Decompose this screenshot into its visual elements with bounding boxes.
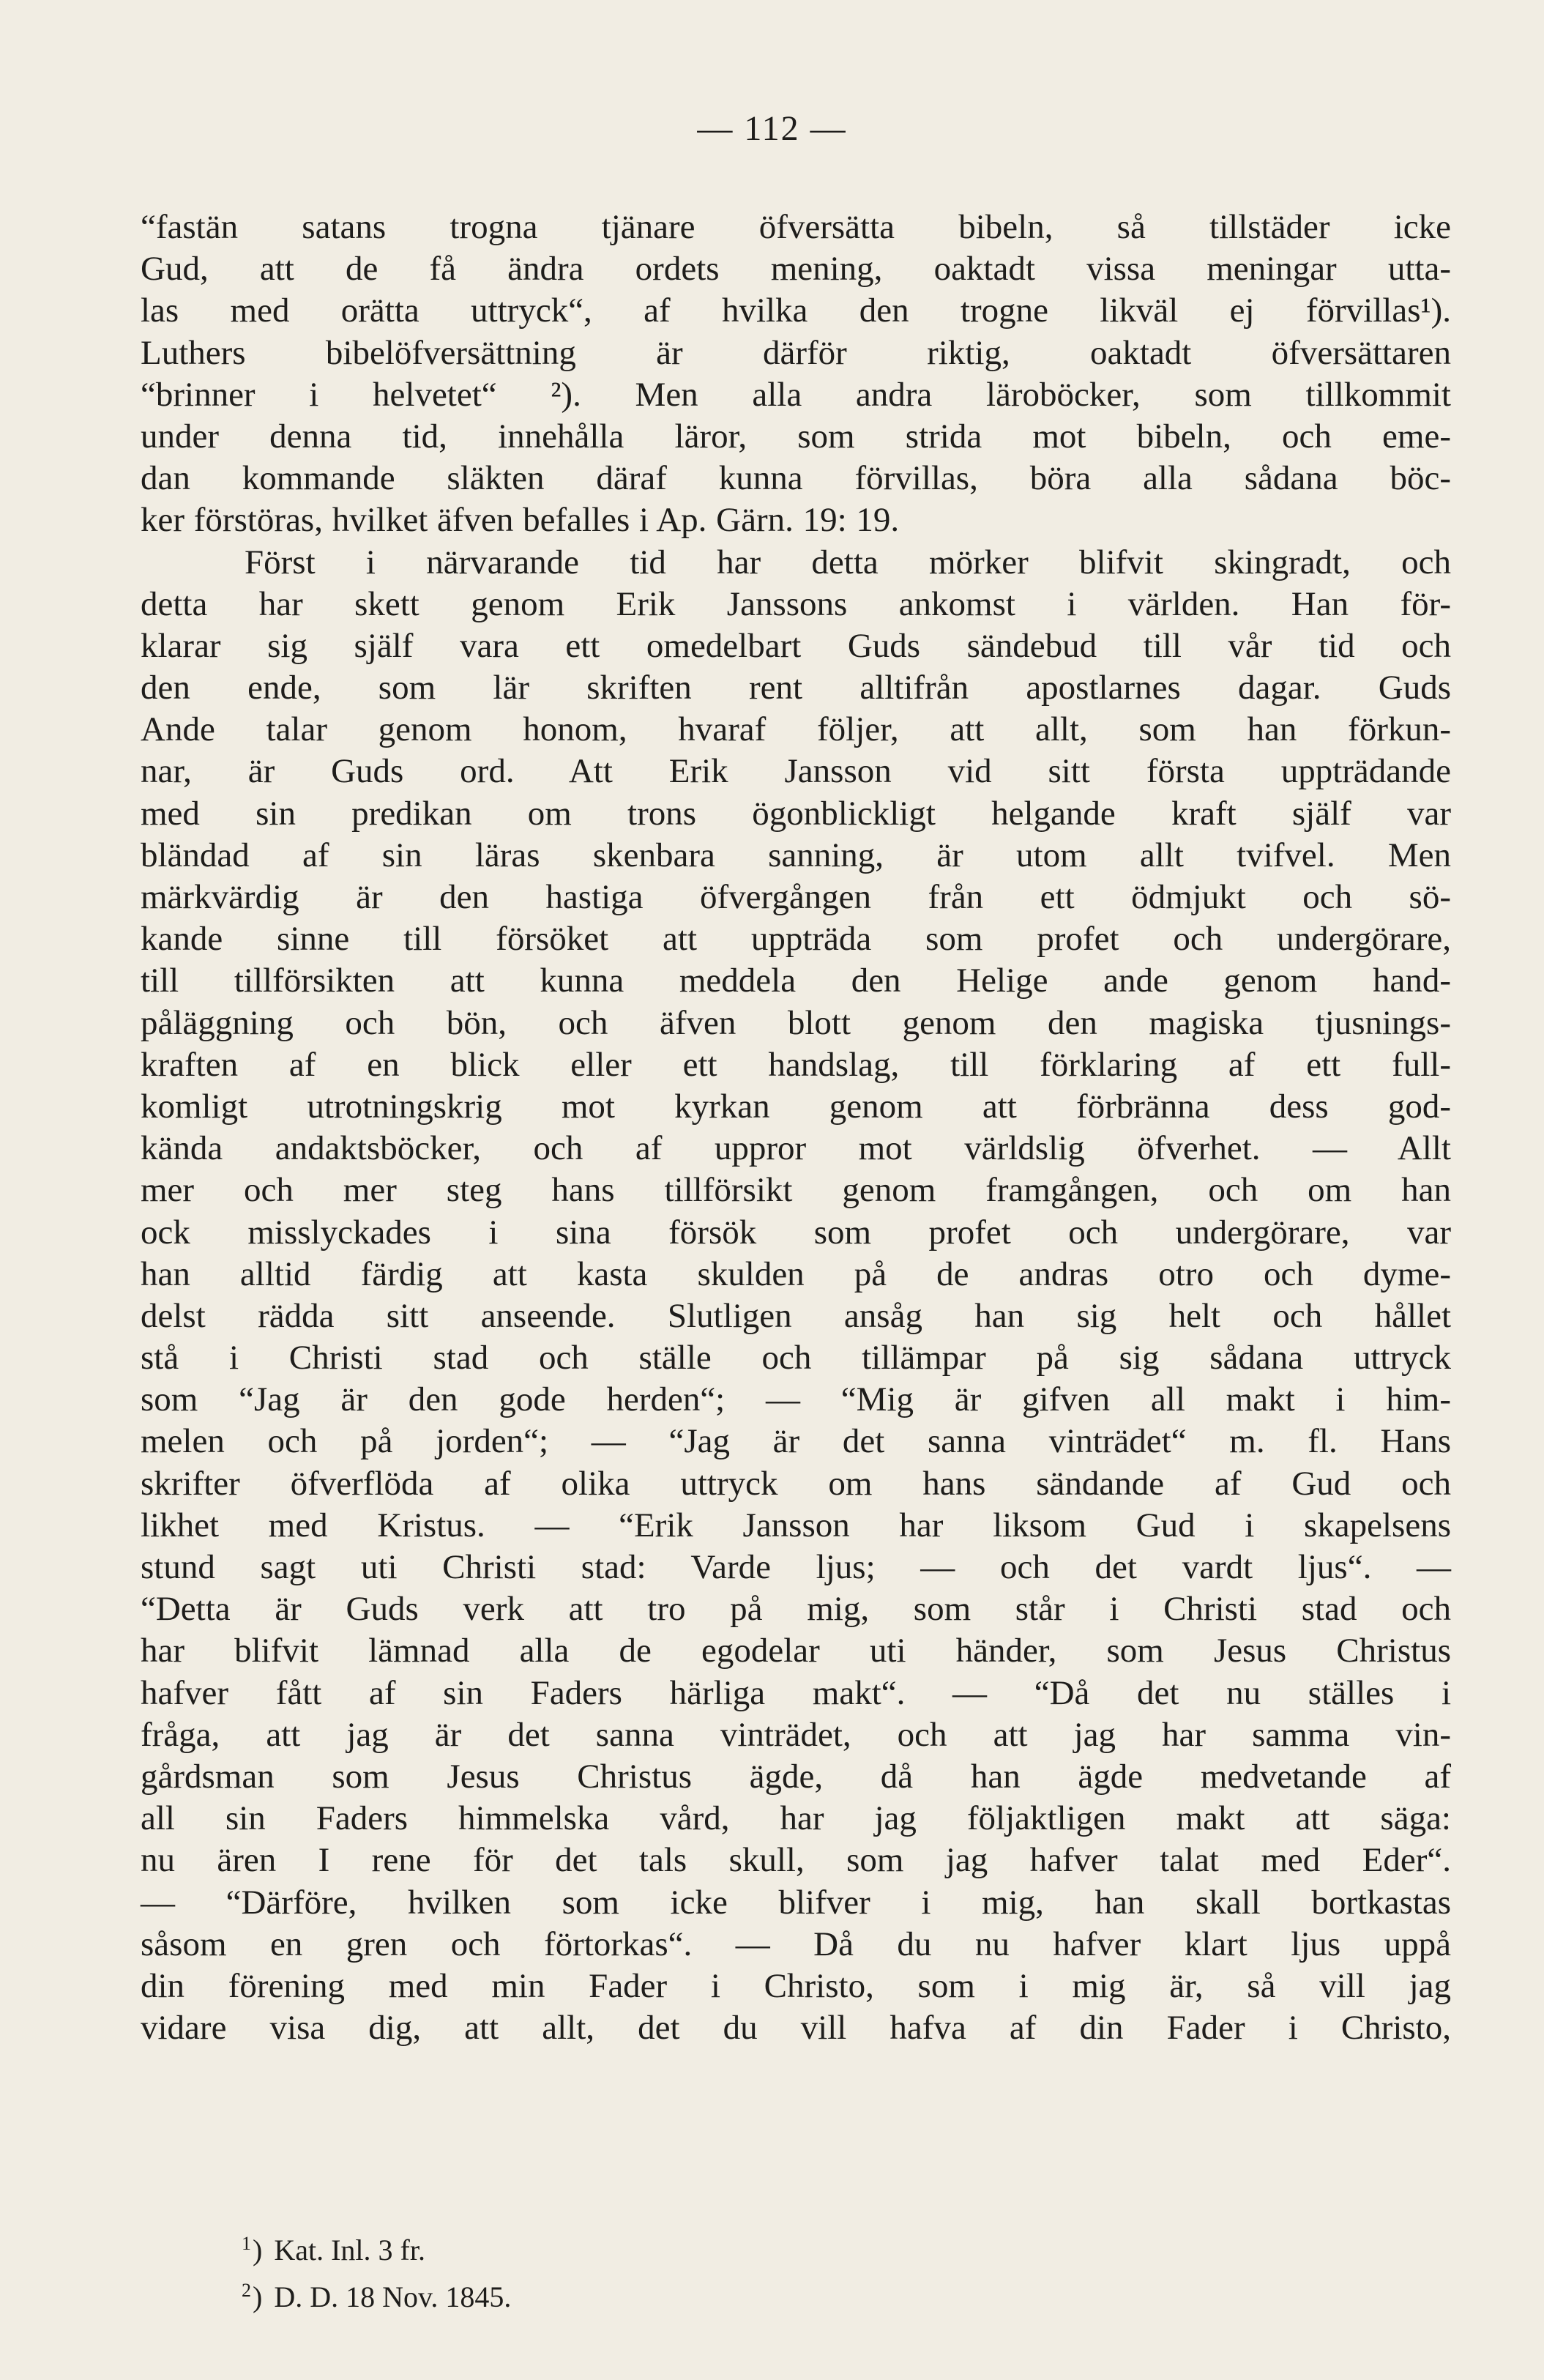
- text-line: likhet med Kristus. — “Erik Jansson har liksom Gud i skapelsens: [141, 1506, 1451, 1544]
- text-line: din förening med min Fader i Christo, som i mig är, så vill jag: [141, 1966, 1451, 2005]
- text-line: stå i Christi stad och ställe och tillämpar på sig sådana uttryck: [141, 1339, 1451, 1377]
- text-line: komligt utrotningskrig mot kyrkan genom att förbränna dess god-: [141, 1087, 1451, 1126]
- body-text: [141, 207, 1451, 2049]
- text-line: har blifvit lämnad alla de egodelar uti händer, som Jesus Christus: [141, 1632, 1451, 1670]
- text-line: — “Därföre, hvilken som icke blifver i mig, han skall bortkastas: [141, 1883, 1451, 1922]
- footnote-mark: 2: [242, 2279, 251, 2301]
- text-line: fråga, att jag är det sanna vinträdet, och att jag har samma vin-: [141, 1715, 1451, 1754]
- text-line: bländad af sin läras skenbara sanning, är utom allt tvifvel. Men: [141, 836, 1451, 874]
- text-line: påläggning och bön, och äfven blott genom den magiska tjusnings-: [141, 1003, 1451, 1042]
- text-line: till tillförsikten att kunna meddela den Helige ande genom hand-: [141, 962, 1451, 1000]
- footnote: $^1$) Kat. Inl. 3 fr.: [242, 2232, 425, 2266]
- footnote-text: D. D. 18 Nov. 1845.: [274, 2280, 512, 2313]
- text-line: kraften af en blick eller ett handslag, till förklaring af ett full-: [141, 1045, 1451, 1084]
- text-line: ock misslyckades i sina försök som profet och undergörare, var: [141, 1213, 1451, 1252]
- text-line: las med orätta uttryck“, af hvilka den trogne likväl ej förvillas¹).: [141, 291, 1451, 330]
- text-line: han alltid färdig att kasta skulden på de andras otro och dyme-: [141, 1254, 1451, 1293]
- text-line: melen och på jorden“; — “Jag är det sanna vinträdet“ m. fl. Hans: [141, 1422, 1451, 1461]
- text-line: den ende, som lär skriften rent alltifrån apostlarnes dagar. Guds: [141, 669, 1451, 707]
- text-line: all sin Faders himmelska vård, har jag följaktligen makt att säga:: [141, 1799, 1451, 1838]
- text-line: gårdsman som Jesus Christus ägde, då han ägde medvetande af: [141, 1757, 1451, 1796]
- text-line: Luthers bibelöfversättning är därför riktig, oaktadt öfversättaren: [141, 333, 1451, 372]
- text-line: vidare visa dig, att allt, det du vill hafva af din Fader i Christo,: [141, 2009, 1451, 2048]
- text-line: skrifter öfverflöda af olika uttryck om hans sändande af Gud och: [141, 1464, 1451, 1503]
- text-line: ker förstöras, hvilket äfven befalles i Ap. Gärn. 19: 19.: [141, 501, 900, 540]
- text-line: under denna tid, innehålla läror, som strida mot bibeln, och eme-: [141, 417, 1451, 455]
- text-line: Ande talar genom honom, hvaraf följer, att allt, som han förkun-: [141, 710, 1451, 749]
- text-line: hafver fått af sin Faders härliga makt“. — “Då det nu ställes i: [141, 1673, 1451, 1712]
- text-line: mer och mer steg hans tillförsikt genom framgången, och om han: [141, 1171, 1451, 1210]
- text-line: Gud, att de få ändra ordets mening, oaktadt vissa meningar utta-: [141, 250, 1451, 289]
- text-line: kande sinne till försöket att uppträda som profet och undergörare,: [141, 920, 1451, 959]
- text-line: nu ären I rene för det tals skull, som jag hafver talat med Eder“.: [141, 1841, 1451, 1880]
- text-line: nar, är Guds ord. Att Erik Jansson vid sitt första uppträdande: [141, 752, 1451, 791]
- text-line: Först i närvarande tid har detta mörker blifvit skingradt, och: [245, 543, 1451, 581]
- text-line: detta har skett genom Erik Janssons ankomst i världen. Han för-: [141, 584, 1451, 623]
- text-line: “fastän satans trogna tjänare öfversätta bibeln, så tillstäder icke: [141, 208, 1451, 246]
- footnote: $^2$) D. D. 18 Nov. 1845.: [242, 2279, 512, 2313]
- text-line: “brinner i helvetet“ ²). Men alla andra läroböcker, som tillkommit: [141, 375, 1451, 414]
- text-line: som “Jag är den gode herden“; — “Mig är gifven all makt i him-: [141, 1380, 1451, 1419]
- text-line: stund sagt uti Christi stad: Varde ljus; — och det vardt ljus“. —: [141, 1548, 1451, 1586]
- text-line: märkvärdig är den hastiga öfvergången från ett ödmjukt och sö-: [141, 878, 1451, 916]
- page-number: — 112 —: [697, 109, 847, 148]
- text-line: delst rädda sitt anseende. Slutligen ansåg han sig helt och hållet: [141, 1296, 1451, 1335]
- footnote-mark: 1: [242, 2232, 251, 2254]
- footnote-text: Kat. Inl. 3 fr.: [274, 2234, 425, 2266]
- text-line: såsom en gren och förtorkas“. — Då du nu hafver klart ljus uppå: [141, 1925, 1451, 1963]
- text-line: med sin predikan om trons ögonblickligt helgande kraft själf var: [141, 794, 1451, 833]
- text-line: klarar sig själf vara ett omedelbart Guds sändebud till vår tid och: [141, 626, 1451, 665]
- text-line: kända andaktsböcker, och af uppror mot världslig öfverhet. — Allt: [141, 1129, 1451, 1168]
- text-line: “Detta är Guds verk att tro på mig, som står i Christi stad och: [141, 1590, 1451, 1629]
- footnotes: [242, 2227, 1120, 2321]
- text-line: dan kommande släkten däraf kunna förvillas, böra alla sådana böc-: [141, 459, 1451, 498]
